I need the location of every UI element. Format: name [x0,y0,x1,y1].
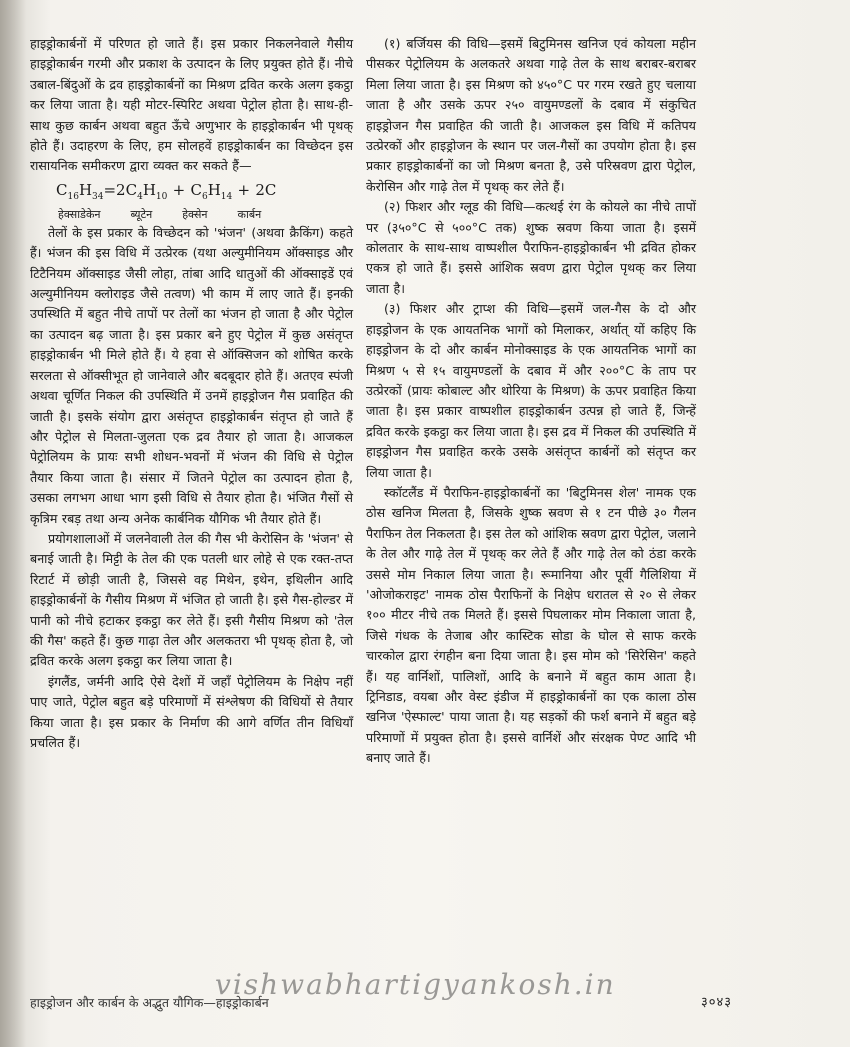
compound-name-carbon: कार्बन [237,207,262,221]
compound-name-hexane: हेक्सेन [182,207,208,221]
equation-products: $=2C_4H_{10} + C_6H_{14} + 2C$ [103,180,277,202]
chemical-equation [56,180,353,207]
left-column [30,34,353,753]
page-number: ३०४३ [700,995,732,1010]
compound-name-butane: ब्यूटेन [130,207,153,221]
binding-shadow [0,0,26,1047]
equation-reactant: $C_{16}H_{34}$ [56,180,104,202]
running-title: हाइड्रोजन और कार्बन के अद्भुत यौगिक—हाइड्रोकार्बन [30,995,269,1010]
paragraph: स्कॉटलैंड में पैराफिन-हाइड्रोकार्बनों का 'बिटुमिनस शेल' नामक एक ठोस खनिज मिलता है, जिसके शुष्क स्रवण से १ टन पीछे ३० गैलन पैराफिन तेल निकलता है। इस तेल को आंशिक स्रवण द्वारा पेट्रोल, जलाने के तेल और गाढ़े तेल में पृथक् कर लेते हैं और गाढ़े तेल को ठंडा करके उससे मोम निकाल लिया जाता है। रूमानिया और पूर्वी गैलिशिया में 'ओजोकराइट' नामक ठोस पैराफिनों के निक्षेप धरातल से २० से लेकर १०० मीटर नीचे तक मिलते हैं। इससे पिघलाकर मोम निकाला जाता है, जिसे गंधक के तेजाब और कास्टिक सोडा के घोल से साफ करके चारकोल द्वारा रंगहीन बना दिया जाता है। इस मोम को 'सिरेसिन' कहते हैं। यह वार्निशों, पालिशों, आदि के बनाने में बहुत काम आता है। ट्रिनिडाड, वयबा और वेस्ट इंडीज में हाइड्रोकार्बनों का एक काला ठोस खनिज 'ऐस्फाल्ट' पाया जाता है। यह सड़कों की फर्श बनाने में बहुत बड़े परिमाणों में प्रयुक्त होता है। इससे वार्निशें और संरक्षक पेण्ट आदि भी बनाए जाते हैं। [366,484,696,766]
paragraph: (३) फिशर और ट्राप्श की विधि—इसमें जल-गैस के दो और हाइड्रोजन के एक आयतनिक भागों को मिलाकर, अर्थात् यों कहिए कि हाइड्रोजन के दो और कार्बन मोनोक्साइड के एक आयतनिक भागों का मिश्रण ५ से १५ वायुमण्डलों के दबाव में और २००°C के ताप पर उत्प्रेरकों (प्रायः कोबाल्ट और थोरिया के मिश्रण) के ऊपर प्रवाहित किया जाता है। इस प्रकार वाष्पशील हाइड्रोकार्बन उत्पन्न हो जाते हैं, जिन्हें द्रवित करके इकट्ठा कर लिया जाता है। इस द्रव में निकल की उपस्थिति में हाइड्रोजन गैस प्रवाहित करके उसके असंतृप्त कार्बनों को संतृप्त कर लिया जाता है। [366,301,696,480]
watermark: vishwabhartigyankosh.in [215,968,616,1001]
compound-name-hexadecane: हेक्साडेकेन [58,207,101,221]
paragraph: हाइड्रोकार्बनों में परिणत हो जाते हैं। इस प्रकार निकलनेवाले गैसीय हाइड्रोकार्बन गरमी और प्रकाश के उत्पादन के लिए प्रयुक्त होते हैं। नीचे उबाल-बिंदुओं के द्रव हाइड्रोकार्बनों का मिश्रण द्रवित करके अलग इकट्ठा कर लिया जाता है। यही मोटर-स्पिरिट अथवा पेट्रोल होता है। साथ-ही-साथ कुछ कार्बन अथवा बहुत ऊँचे अणुभार के हाइड्रोकार्बन भी पृथक् होते हैं। उदाहरण के लिए, हम सोलहवें हाइड्रोकार्बन का विच्छेदन इस रासायनिक समीकरण द्वारा व्यक्त कर सकते हैं— [30,36,353,174]
paragraph: (१) बर्जियस की विधि—इसमें बिटुमिनस खनिज एवं कोयला महीन पीसकर पेट्रोलियम के अलकतरे अथवा गाढ़े तेल के साथ बराबर-बराबर मिला लिया जाता है। इस मिश्रण को ४५०°C पर गरम रखते हुए चलाया जाता है और उसके ऊपर २५० वायुमण्डलों के दबाव में संकुचित हाइड्रोजन गैस प्रवाहित की जाती है। आजकल इस विधि में कतिपय उत्प्रेरकों और हाइड्रोजन के स्थान पर जल-गैसों का उपयोग होता है। इस प्रकार हाइड्रोकार्बनों का जो मिश्रण बनता है, उसे परिस्रवण द्वारा पेट्रोल, केरोसिन और गाढ़े तेल में पृथक् कर लेते हैं। [366,36,696,194]
paragraph: इंगलैंड, जर्मनी आदि ऐसे देशों में जहाँ पेट्रोलियम के निक्षेप नहीं पाए जाते, पेट्रोल बहुत बड़े परिमाणों में संश्लेषण की विधियों से तैयार किया जाता है। इस प्रकार के निर्माण की आगे वर्णित तीन विधियाँ प्रचलित हैं। [30,673,353,750]
paragraph: प्रयोगशालाओं में जलनेवाली तेल की गैस भी केरोसिन के 'भंजन' से बनाई जाती है। मिट्टी के तेल की एक पतली धार लोहे से एक रक्त-तप्त रिटार्ट में छोड़ी जाती है, जिससे वह मिथेन, इथेन, इथिलीन आदि हाइड्रोकार्बनों के गैसीय मिश्रण में भंजित हो जाती है। इसे गैस-होल्डर में पानी को नीचे हटाकर इकट्ठा कर लेते हैं। इसी गैसीय मिश्रण को 'तेल की गैस' कहते हैं। कुछ गाढ़ा तेल और अलकतरा भी पृथक् होता है, जो द्रवित करके अलग इकट्ठा कर लिया जाता है। [30,530,353,669]
right-column [366,34,696,769]
paragraph: (२) फिशर और ग्लूड की विधि—कत्थई रंग के कोयले का नीचे तापों पर (३५०°C से ५००°C तक) शुष्क स्रवण किया जाता है। इसमें कोलतार के साथ-साथ वाष्पशील पैराफिन-हाइड्रोकार्बन भी द्रवित होकर एकत्र हो जाते हैं। इससे आंशिक स्रवण द्वारा पेट्रोल पृथक् कर लिया जाता है। [366,199,696,296]
paragraph: तेलों के इस प्रकार के विच्छेदन को 'भंजन' (अथवा क्रैकिंग) कहते हैं। भंजन की इस विधि में उत्प्रेरक (यथा अल्युमीनियम ऑक्साइड और टिटैनियम ऑक्साइड जैसी लोहा, तांबा आदि धातुओं की ऑक्साइडें एवं अल्युमीनियम क्लोराइड जैसे तत्वण) भी काम में लाए जाते हैं। इनकी उपस्थिति में बहुत नीचे तापों पर तेलों का भंजन हो जाता है और पेट्रोल का उत्पादन बढ़ जाता है। इस प्रकार बने हुए पेट्रोल में कुछ असंतृप्त हाइड्रोकार्बन भी मिले होते हैं। ये हवा से ऑक्सिजन को शोषित करके सरलता से ऑक्सीभूत हो जानेवाले और बदबूदार होते हैं। अतएव स्पंजी अथवा चूर्णित निकल की उपस्थिति में उनमें हाइड्रोजन गैस प्रवाहित की जाती है। इसके संयोग द्वारा असंतृप्त हाइड्रोकार्बन संतृप्त हो जाते हैं और पेट्रोल से मिलता-जुलता एक द्रव तैयार हो जाता है। आजकल पेट्रोलियम के प्रायः सभी शोधन-भवनों में भंजन की विधि से पेट्रोल तैयार किया जाता है। संसार में जितने पेट्रोल का उत्पादन होता है, उसका लगभग आधा भाग इसी विधि से तैयार होता है। भंजित गैसों से कृत्रिम रबड़ तथा अन्य अनेक कार्बनिक यौगिक भी तैयार होते हैं। [30,224,353,526]
equation-compound-names [58,207,353,223]
